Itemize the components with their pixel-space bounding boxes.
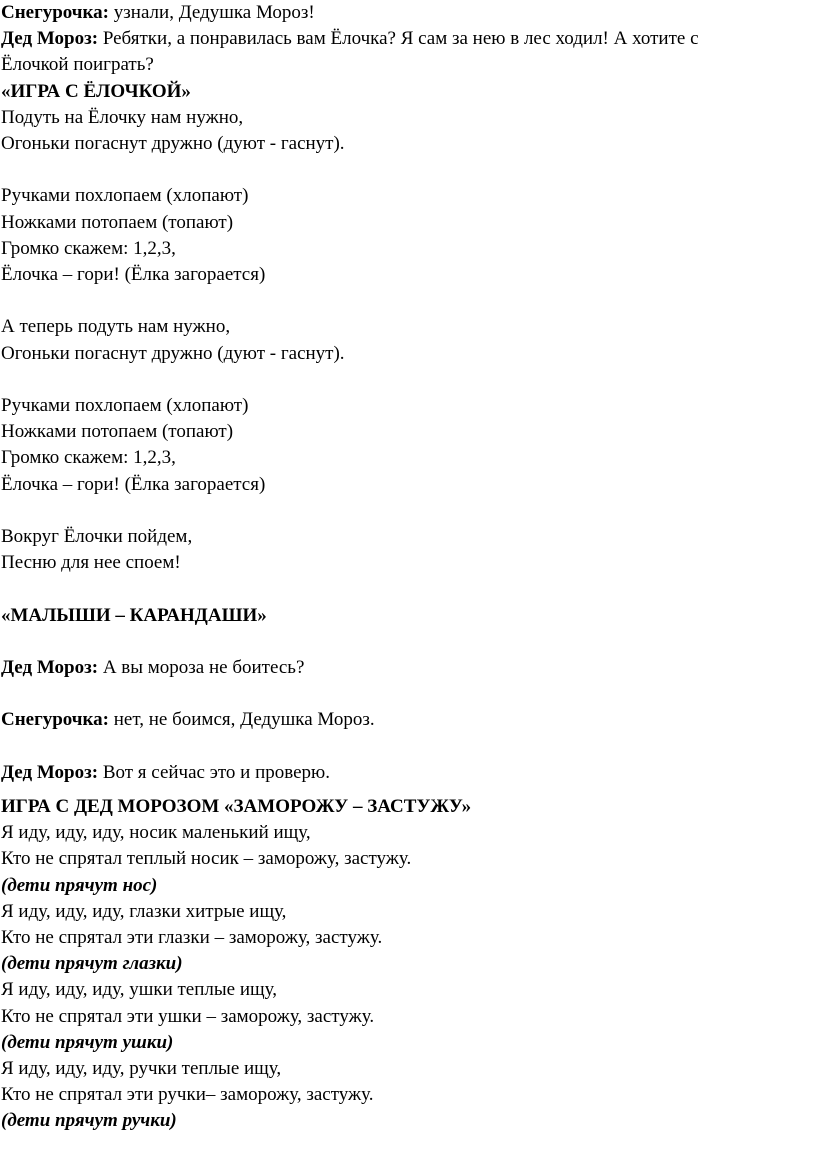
speaker-label: Дед Мороз: [1, 761, 99, 783]
verse-line: Ножками потопаем (топают) [1, 421, 234, 443]
dialog-line-2 [1, 707, 816, 733]
blank-line [1, 288, 816, 314]
verse-line: Ёлочка – гори! (Ёлка загорается) [1, 264, 266, 286]
speaker-label: Снегурочка: [1, 2, 110, 23]
verse-line: Огоньки погаснут дружно (дуют - гаснут). [1, 133, 345, 155]
verse-line: Я иду, иду, иду, ушки теплые ищу, [1, 979, 277, 1001]
verse-line: Кто не спрятал эти глазки – заморожу, застужу. [1, 926, 383, 948]
stage-direction: (дети прячут ручки) [1, 1110, 177, 1132]
game1-title: «ИГРА С ЁЛОЧКОЙ» [1, 80, 191, 102]
verse-line: Ручками похлопаем (хлопают) [1, 185, 249, 207]
verse-line: А теперь подуть нам нужно, [1, 316, 231, 338]
stage-direction: (дети прячут глазки) [1, 953, 183, 975]
verse-line: Песню для нее споем! [1, 552, 181, 574]
verse-line: Громко скажем: 1,2,3, [1, 237, 176, 259]
verse-line: Я иду, иду, иду, носик маленький ищу, [1, 822, 311, 844]
speaker-label: Дед Мороз: [1, 656, 99, 678]
verse-line: Ножками потопаем (топают) [1, 211, 234, 233]
verse-line: Кто не спрятал теплый носик – заморожу, застужу. [1, 848, 412, 870]
game2-title: ИГРА С ДЕД МОРОЗОМ «ЗАМОРОЖУ – ЗАСТУЖУ» [1, 795, 472, 817]
verse-line: Ручками похлопаем (хлопают) [1, 395, 249, 416]
blank-line [1, 367, 816, 393]
blank-line [1, 157, 816, 183]
verse-line: Я иду, иду, иду, ручки теплые ищу, [1, 1058, 282, 1079]
stage-direction: (дети прячут ушки) [1, 1031, 174, 1053]
verse-line: Кто не спрятал эти ушки – заморожу, застужу. [1, 1005, 375, 1027]
blank-line [1, 629, 816, 655]
speech-text: нет, не боимся, Дедушка Мороз. [109, 709, 375, 731]
verse-line: Кто не спрятал эти ручки– заморожу, застужу. [1, 1084, 374, 1106]
verse-line: Огоньки погаснут дружно (дуют - гаснут). [1, 342, 345, 364]
speaker-label: Снегурочка: [1, 709, 110, 731]
blank-line [1, 498, 816, 524]
speech-text: Ребятки, а понравилась вам Ёлочка? Я сам за нею в лес ходил! А хотите с [98, 28, 699, 50]
verse-line: Я иду, иду, иду, глазки хитрые ищу, [1, 900, 287, 922]
verse-line: Громко скажем: 1,2,3, [1, 447, 176, 469]
intro-line-2 [1, 26, 816, 52]
speaker-label: Дед Мороз: [1, 28, 99, 50]
verse-line: Подуть на Ёлочку нам нужно, [1, 106, 244, 128]
song-title: «МАЛЫШИ – КАРАНДАШИ» [1, 604, 267, 626]
intro-line-1 [1, 0, 816, 26]
blank-line [1, 734, 816, 760]
speech-text: узнали, Дедушка Мороз! [109, 2, 315, 23]
speech-text: Вот я сейчас это и проверю. [98, 761, 330, 783]
spacer [1, 786, 816, 794]
verse-line: Ёлочка – гори! (Ёлка загорается) [1, 473, 266, 495]
speech-text: А вы мороза не боитесь? [98, 656, 305, 678]
dialog-line-1 [1, 655, 816, 681]
dialog-line-3 [1, 760, 816, 786]
stage-direction: (дети прячут нос) [1, 874, 158, 896]
blank-line [1, 576, 816, 602]
verse-line: Вокруг Ёлочки пойдем, [1, 526, 193, 547]
blank-line [1, 681, 816, 707]
intro-line-3: Ёлочкой поиграть? [1, 54, 154, 76]
